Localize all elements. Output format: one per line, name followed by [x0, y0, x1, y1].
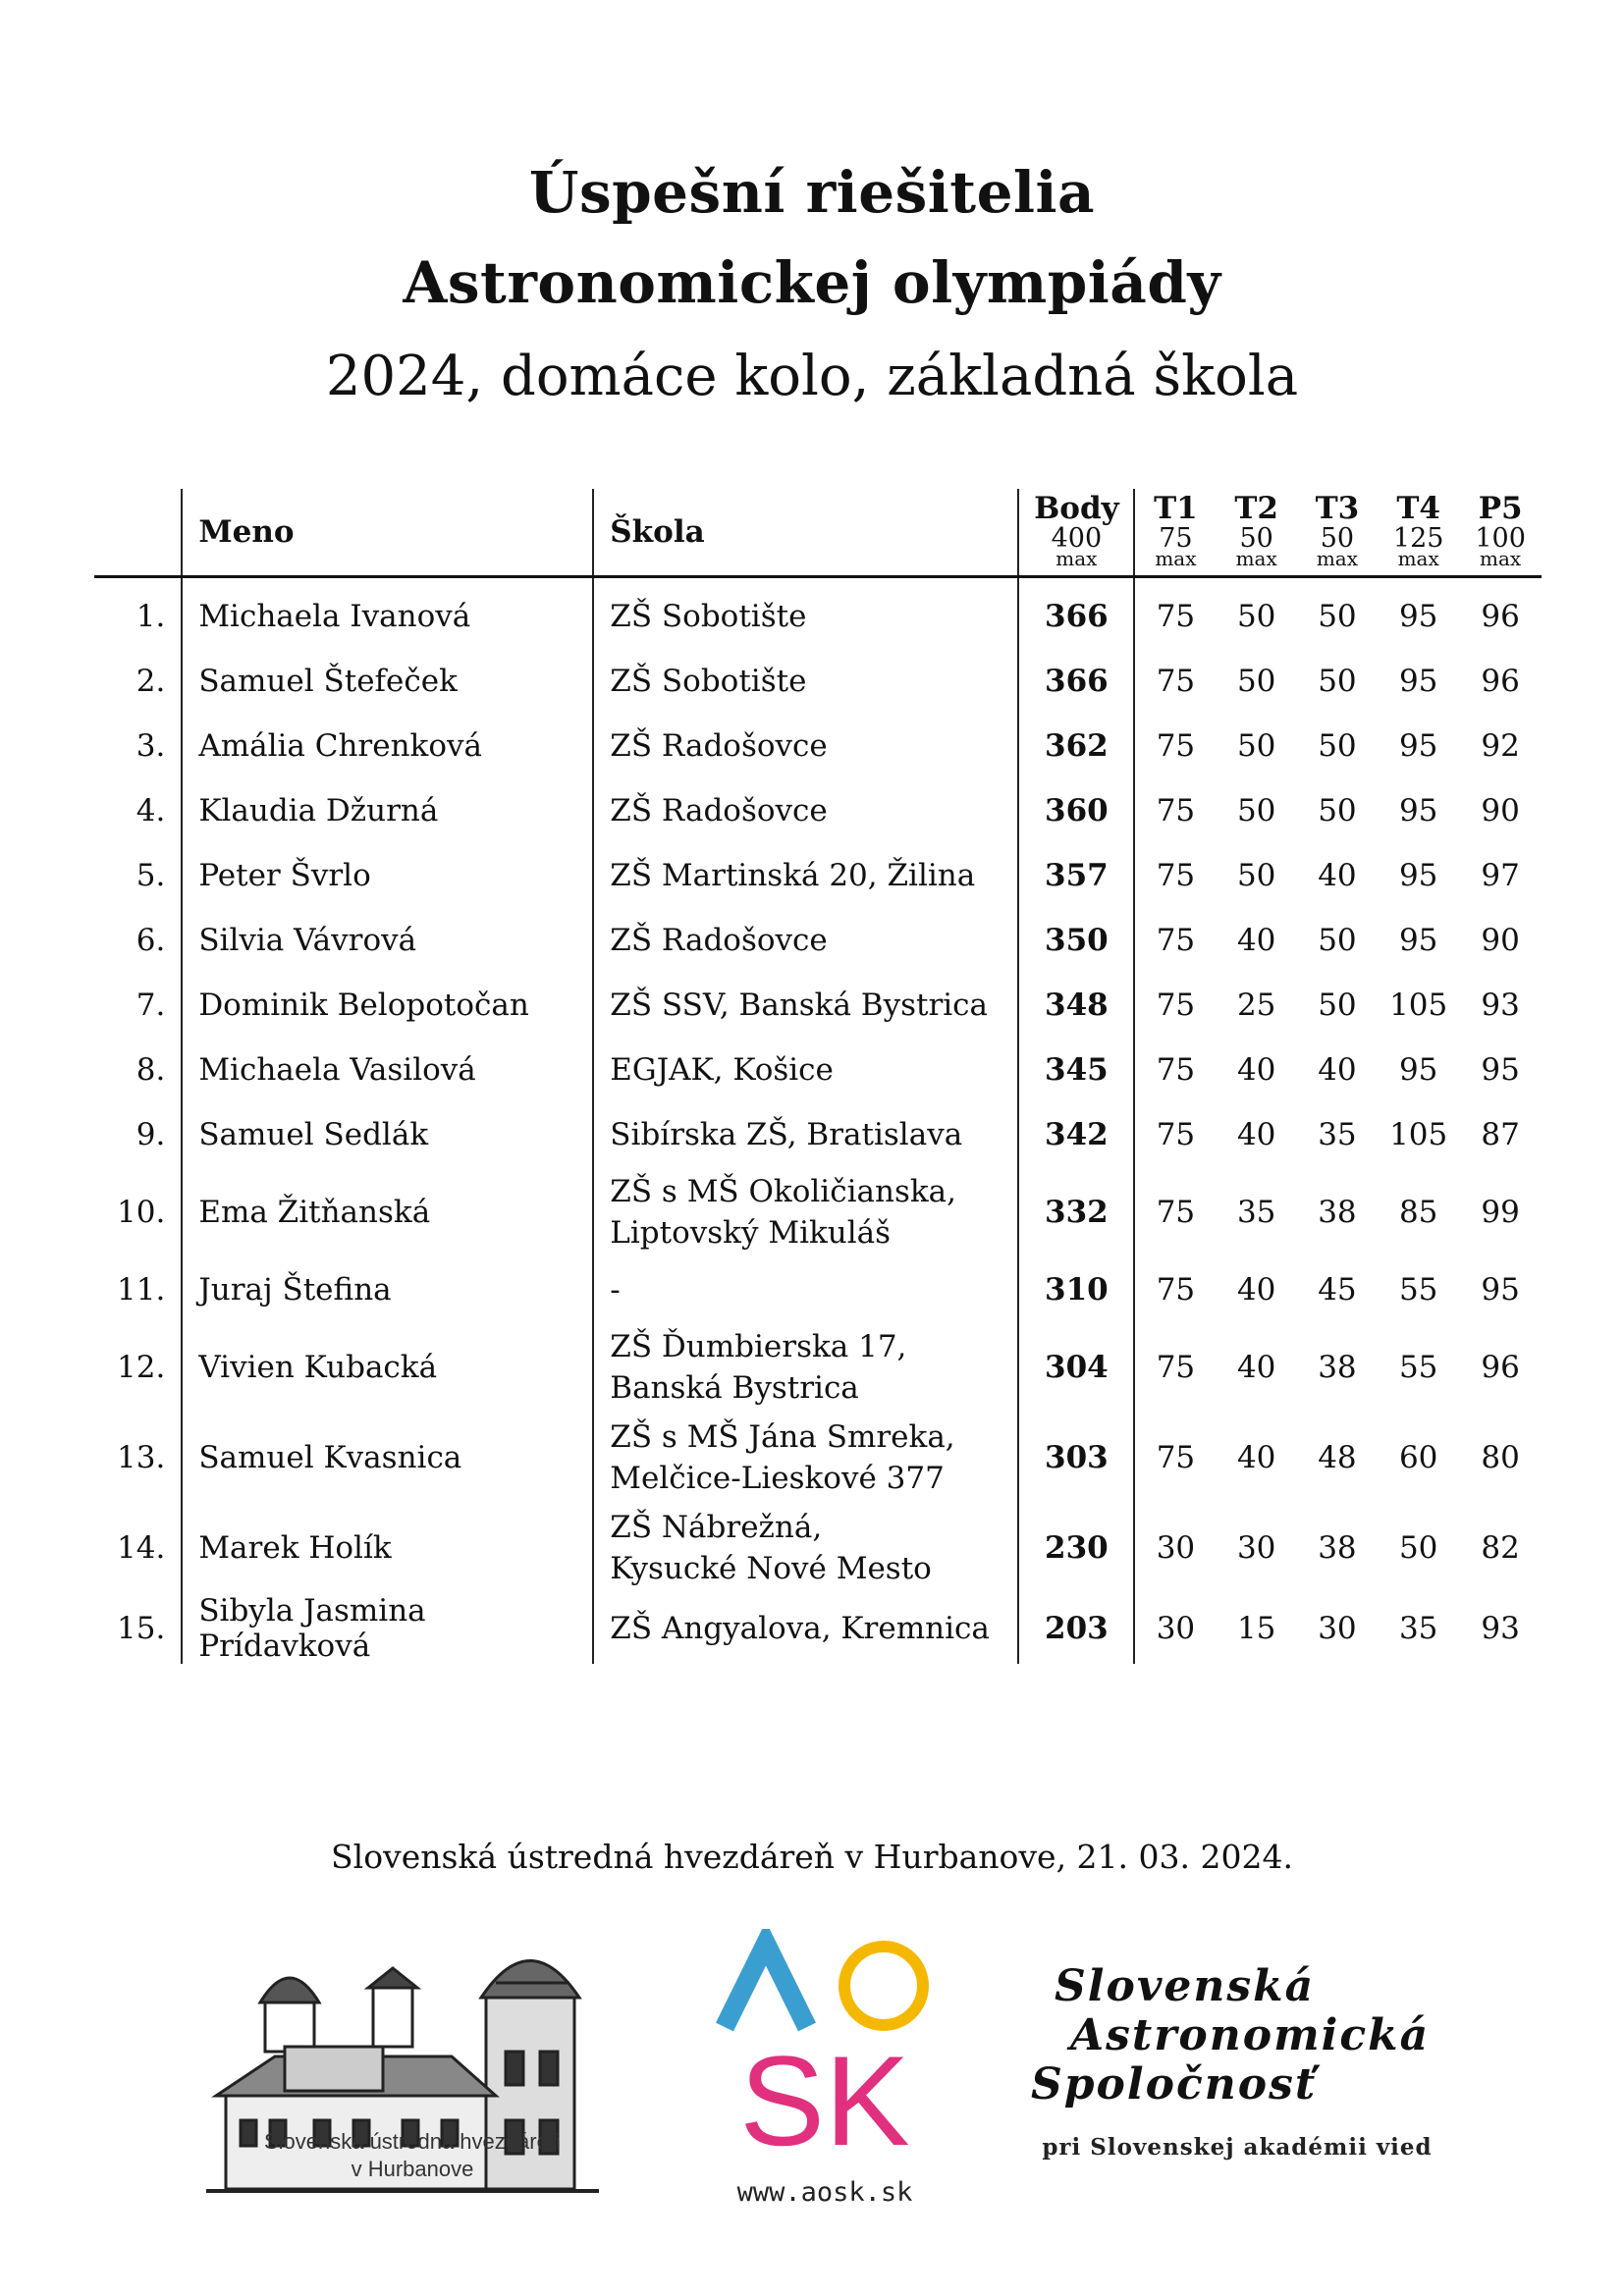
score-cell: 50	[1318, 793, 1357, 828]
score-cell: 40	[1318, 1052, 1357, 1088]
name-cell: Samuel Kvasnica	[182, 1413, 593, 1503]
header-name: Meno	[182, 489, 593, 577]
table-row	[94, 1038, 1542, 1102]
results-table	[94, 489, 1542, 1664]
score-cell: 40	[1236, 1350, 1276, 1385]
score-cell: 75	[1134, 577, 1216, 650]
score-cell: 80	[1481, 1440, 1520, 1475]
score-cell: 95	[1398, 923, 1438, 958]
header-task-max: 50	[1239, 523, 1273, 554]
rank-cell: 14.	[117, 1530, 166, 1566]
school-cell	[593, 908, 1018, 973]
score-cell: 40	[1236, 923, 1276, 958]
school-cell	[593, 843, 1018, 908]
score-cell: 30	[1134, 1503, 1216, 1593]
school-line: EGJAK, Košice	[610, 1052, 834, 1088]
score-cell: 75	[1134, 778, 1216, 843]
header-task-max: 125	[1392, 523, 1444, 554]
title-block	[0, 147, 1624, 426]
score-cell: 15	[1236, 1611, 1276, 1646]
score-cell: 93	[1481, 988, 1520, 1023]
score-cell: 38	[1318, 1350, 1357, 1385]
header-task-max-word: max	[1480, 547, 1522, 570]
observatory-caption-line-2: v Hurbanove	[351, 2157, 474, 2181]
school-line: ZŠ Sobotište	[610, 664, 807, 699]
school-line: Melčice-Lieskové 377	[610, 1461, 945, 1496]
table-row	[94, 1503, 1542, 1593]
rank-cell: 7.	[135, 988, 166, 1023]
header-task-max: 75	[1159, 523, 1193, 554]
header-task-label: T2	[1234, 491, 1278, 526]
score-cell: 75	[1134, 973, 1216, 1038]
score-cell: 38	[1318, 1530, 1357, 1566]
name-cell: Sibyla Jasmina Prídavková	[182, 1593, 593, 1664]
place-date: Slovenská ústredná hvezdáreň v Hurbanove, 21. 03. 2024.	[331, 1838, 1293, 1876]
sas-line-1: Slovenská	[1055, 1961, 1316, 2011]
school-line: ZŠ Martinská 20, Žilina	[610, 858, 976, 893]
school-cell	[593, 577, 1018, 650]
score-cell: 40	[1236, 1117, 1276, 1152]
score-cell: 50	[1398, 1530, 1438, 1566]
score-cell: 50	[1318, 599, 1357, 634]
school-line: ZŠ s MŠ Okoličianska,	[610, 1174, 956, 1209]
total-cell: 203	[1018, 1593, 1134, 1664]
name-cell: Michaela Vasilová	[182, 1038, 593, 1102]
score-cell: 48	[1318, 1440, 1357, 1475]
school-line: ZŠ Ďumbierska 17,	[610, 1329, 907, 1364]
table-row	[94, 1257, 1542, 1322]
name-cell: Samuel Sedlák	[182, 1102, 593, 1167]
name-cell: Marek Holík	[182, 1503, 593, 1593]
score-cell: 96	[1481, 1350, 1520, 1385]
sas-logo	[1011, 1953, 1463, 2120]
score-cell: 105	[1389, 988, 1448, 1023]
table-row	[94, 1167, 1542, 1257]
header-task	[1459, 489, 1542, 577]
school-line: ZŠ SSV, Banská Bystrica	[610, 988, 989, 1023]
name-cell: Juraj Štefina	[182, 1257, 593, 1322]
table-row	[94, 1102, 1542, 1167]
score-cell: 50	[1318, 664, 1357, 699]
total-cell: 360	[1018, 778, 1134, 843]
score-cell: 30	[1134, 1593, 1216, 1664]
total-cell: 345	[1018, 1038, 1134, 1102]
score-cell: 95	[1398, 1052, 1438, 1088]
header-task-max-word: max	[1316, 547, 1358, 570]
rank-cell: 2.	[135, 664, 166, 699]
name-cell: Klaudia Džurná	[182, 778, 593, 843]
rank-cell: 13.	[117, 1440, 166, 1475]
aosk-logo-icon	[707, 1929, 943, 2155]
score-cell: 50	[1318, 728, 1357, 764]
aosk-url: www.aosk.sk	[736, 2177, 913, 2208]
header-total-max-word: max	[1056, 547, 1098, 570]
table-row	[94, 649, 1542, 714]
score-cell: 45	[1318, 1272, 1357, 1308]
table-row	[94, 1593, 1542, 1664]
header-rank	[94, 489, 182, 577]
rank-cell: 11.	[117, 1272, 166, 1308]
header-total-label: Body	[1034, 491, 1119, 526]
school-cell	[593, 1167, 1018, 1257]
school-line: Sibírska ZŠ, Bratislava	[610, 1117, 963, 1152]
table-row	[94, 1413, 1542, 1503]
score-cell: 75	[1134, 1322, 1216, 1413]
header-task	[1378, 489, 1459, 577]
school-cell	[593, 1413, 1018, 1503]
header-task-max-word: max	[1155, 547, 1197, 570]
score-cell: 93	[1481, 1611, 1520, 1646]
score-cell: 85	[1398, 1195, 1438, 1230]
score-cell: 50	[1236, 664, 1276, 699]
observatory-caption-line-1: Slovenská ústredná hvezdáreň	[263, 2129, 562, 2154]
total-cell: 350	[1018, 908, 1134, 973]
score-cell: 50	[1318, 988, 1357, 1023]
title-line-1: Úspešní riešitelia	[528, 159, 1096, 226]
school-cell	[593, 1322, 1018, 1413]
score-cell: 90	[1481, 923, 1520, 958]
score-cell: 95	[1481, 1272, 1520, 1308]
score-cell: 50	[1236, 793, 1276, 828]
score-cell: 40	[1236, 1440, 1276, 1475]
school-line: ZŠ Radošovce	[610, 728, 828, 764]
school-line: Banská Bystrica	[610, 1370, 859, 1406]
header-task-max: 50	[1320, 523, 1355, 554]
score-cell: 50	[1236, 728, 1276, 764]
header-task-max: 100	[1475, 523, 1526, 554]
score-cell: 55	[1398, 1350, 1438, 1385]
rank-cell: 8.	[135, 1052, 166, 1088]
header-task	[1297, 489, 1378, 577]
school-line: Kysucké Nové Mesto	[610, 1551, 932, 1586]
score-cell: 35	[1236, 1195, 1276, 1230]
total-cell: 310	[1018, 1257, 1134, 1322]
table-row	[94, 577, 1542, 650]
score-cell: 35	[1318, 1117, 1357, 1152]
score-cell: 75	[1134, 1167, 1216, 1257]
school-cell	[593, 778, 1018, 843]
score-cell: 87	[1481, 1117, 1520, 1152]
sas-caption: pri Slovenskej akadémii vied	[1042, 2134, 1433, 2161]
school-line: ZŠ Radošovce	[610, 793, 828, 828]
school-line: Liptovský Mikuláš	[610, 1215, 892, 1251]
header-school: Škola	[593, 489, 1018, 577]
score-cell: 82	[1481, 1530, 1520, 1566]
rank-cell: 9.	[135, 1117, 166, 1152]
total-cell: 230	[1018, 1503, 1134, 1593]
rank-cell: 12.	[117, 1350, 166, 1385]
score-cell: 75	[1134, 649, 1216, 714]
score-cell: 75	[1134, 1102, 1216, 1167]
school-line: ZŠ Nábrežná,	[610, 1510, 823, 1545]
school-cell	[593, 1102, 1018, 1167]
score-cell: 95	[1398, 858, 1438, 893]
score-cell: 75	[1134, 908, 1216, 973]
score-cell: 105	[1389, 1117, 1448, 1152]
total-cell: 332	[1018, 1167, 1134, 1257]
sas-line-2: Astronomická	[1070, 2010, 1431, 2060]
score-cell: 35	[1398, 1611, 1438, 1646]
score-cell: 75	[1134, 1038, 1216, 1102]
score-cell: 50	[1236, 599, 1276, 634]
school-cell	[593, 649, 1018, 714]
header-task-label: T3	[1315, 491, 1360, 526]
score-cell: 75	[1134, 1413, 1216, 1503]
total-cell: 342	[1018, 1102, 1134, 1167]
score-cell: 95	[1398, 728, 1438, 764]
school-line: -	[610, 1272, 621, 1308]
rank-cell: 5.	[135, 858, 166, 893]
score-cell: 30	[1236, 1530, 1276, 1566]
header-task-label: P5	[1478, 491, 1523, 526]
table-row	[94, 843, 1542, 908]
total-cell: 304	[1018, 1322, 1134, 1413]
score-cell: 96	[1481, 664, 1520, 699]
name-cell: Ema Žitňanská	[182, 1167, 593, 1257]
school-line: ZŠ Sobotište	[610, 599, 807, 634]
score-cell: 50	[1318, 923, 1357, 958]
rank-cell: 10.	[117, 1195, 166, 1230]
header-task-max-word: max	[1397, 547, 1439, 570]
total-cell: 362	[1018, 714, 1134, 778]
score-cell: 40	[1236, 1052, 1276, 1088]
total-cell: 366	[1018, 649, 1134, 714]
rank-cell: 15.	[117, 1611, 166, 1646]
table-row	[94, 1322, 1542, 1413]
rank-cell: 4.	[135, 793, 166, 828]
table-header-row	[94, 489, 1542, 577]
score-cell: 40	[1318, 858, 1357, 893]
header-task-label: T1	[1154, 491, 1198, 526]
school-line: ZŠ Radošovce	[610, 923, 828, 958]
observatory-caption	[187, 2128, 638, 2183]
title-line-2: Astronomickej olympiády	[403, 249, 1221, 316]
score-cell: 75	[1134, 843, 1216, 908]
sas-line-3: Spoločnosť	[1031, 2059, 1318, 2109]
header-task-label: T4	[1396, 491, 1440, 526]
name-cell: Amália Chrenková	[182, 714, 593, 778]
name-cell: Michaela Ivanová	[182, 577, 593, 650]
score-cell: 75	[1134, 1257, 1216, 1322]
name-cell: Samuel Štefeček	[182, 649, 593, 714]
header-total	[1018, 489, 1134, 577]
table-row	[94, 973, 1542, 1038]
rank-cell: 6.	[135, 923, 166, 958]
score-cell: 40	[1236, 1272, 1276, 1308]
score-cell: 97	[1481, 858, 1520, 893]
table-row	[94, 778, 1542, 843]
school-cell	[593, 714, 1018, 778]
name-cell: Vivien Kubacká	[182, 1322, 593, 1413]
header-task	[1134, 489, 1216, 577]
total-cell: 366	[1018, 577, 1134, 650]
score-cell: 30	[1318, 1611, 1357, 1646]
aosk-logo-text: SK	[739, 2029, 910, 2155]
score-cell: 95	[1481, 1052, 1520, 1088]
score-cell: 92	[1481, 728, 1520, 764]
table-row	[94, 908, 1542, 973]
rank-cell: 3.	[135, 728, 166, 764]
score-cell: 90	[1481, 793, 1520, 828]
score-cell: 95	[1398, 599, 1438, 634]
name-cell: Silvia Vávrová	[182, 908, 593, 973]
school-cell	[593, 1257, 1018, 1322]
header-total-max: 400	[1051, 523, 1103, 554]
score-cell: 60	[1398, 1440, 1438, 1475]
name-cell: Peter Švrlo	[182, 843, 593, 908]
header-task	[1217, 489, 1297, 577]
subtitle: 2024, domáce kolo, základná škola	[325, 345, 1299, 408]
score-cell: 55	[1398, 1272, 1438, 1308]
school-line: ZŠ s MŠ Jána Smreka,	[610, 1419, 955, 1455]
total-cell: 357	[1018, 843, 1134, 908]
school-cell	[593, 1593, 1018, 1664]
score-cell: 96	[1481, 599, 1520, 634]
name-cell: Dominik Belopotočan	[182, 973, 593, 1038]
rank-cell: 1.	[135, 599, 166, 634]
score-cell: 95	[1398, 793, 1438, 828]
score-cell: 38	[1318, 1195, 1357, 1230]
score-cell: 75	[1134, 714, 1216, 778]
school-line: ZŠ Angyalova, Kremnica	[610, 1611, 990, 1646]
score-cell: 95	[1398, 664, 1438, 699]
school-cell	[593, 973, 1018, 1038]
score-cell: 25	[1236, 988, 1276, 1023]
total-cell: 303	[1018, 1413, 1134, 1503]
score-cell: 50	[1236, 858, 1276, 893]
header-task-max-word: max	[1235, 547, 1277, 570]
total-cell: 348	[1018, 973, 1134, 1038]
score-cell: 99	[1481, 1195, 1520, 1230]
table-row	[94, 714, 1542, 778]
school-cell	[593, 1503, 1018, 1593]
school-cell	[593, 1038, 1018, 1102]
